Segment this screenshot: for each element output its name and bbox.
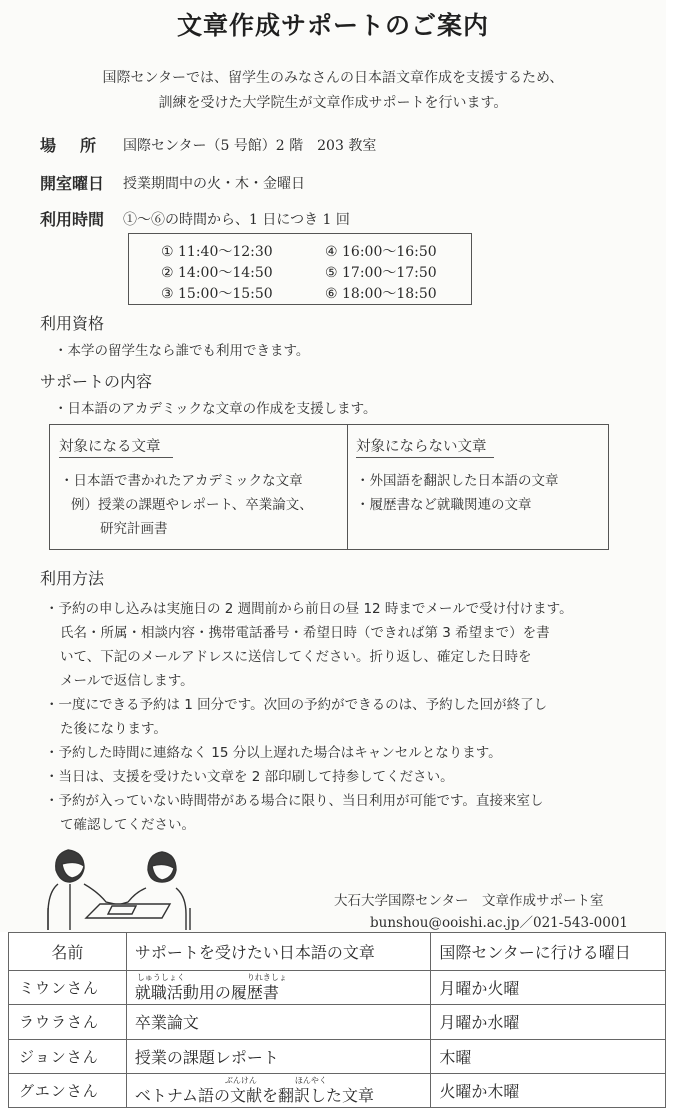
time-slot: ④ 16:00〜16:50 [325, 244, 437, 260]
table-row [9, 971, 666, 1005]
location-value: 国際センター（5 号館）2 階 203 教室 [123, 138, 377, 154]
student-days: 木曜 [431, 1039, 666, 1073]
hours-value: ①〜⑥の時間から、1 日につき 1 回 [123, 212, 350, 228]
table-row [9, 1039, 666, 1073]
usage-line: て確認してください。 [60, 817, 195, 833]
column-divider [347, 425, 348, 549]
support-heading: サポートの内容 [40, 372, 153, 391]
open-days-label: 開室曜日 [40, 174, 105, 193]
open-days-value: 授業期間中の火・木・金曜日 [123, 176, 305, 192]
covered-line: 研究計画書 [100, 521, 168, 537]
footer-office: 大石大学国際センター 文章作成サポート室 [334, 893, 604, 909]
table-row [9, 1073, 666, 1107]
furigana: りれきしょ [246, 973, 287, 983]
not-covered-line: ・外国語を翻訳した日本語の文章 [356, 473, 559, 489]
student-document: 授業の課題レポート [126, 1039, 431, 1073]
student-days: 月曜か火曜 [431, 971, 666, 1005]
not-covered-header: 対象にならない文章 [356, 439, 487, 455]
document-text: ベトナム語の文献を翻訳した文章 [134, 1085, 375, 1105]
page-title: 文章作成サポートのご案内 [176, 11, 489, 40]
header-name: 名前 [9, 933, 127, 971]
student-document: 卒業論文 [126, 1005, 431, 1039]
usage-line: た後になります。 [60, 721, 167, 737]
eligibility-heading: 利用資格 [40, 314, 105, 333]
usage-line: ・予約の申し込みは実施日の 2 週間前から前日の昼 12 時までメールで受け付けます。 [45, 601, 573, 617]
usage-line: ・一度にできる予約は 1 回分です。次回の予約ができるのは、予約した回が終了し [45, 697, 548, 713]
furigana: ほんやく [294, 1075, 327, 1085]
document-text: 就職活動用の履歴書 [134, 983, 279, 1003]
student-name: グエンさん [9, 1073, 127, 1107]
intro-line-2: 訓練を受けた大学院生が文章作成サポートを行います。 [158, 95, 508, 111]
not-covered-header-underline [356, 457, 494, 458]
usage-line: いて、下記のメールアドレスに送信してください。折り返し、確定した日時を [60, 649, 532, 665]
support-scope-table [49, 424, 609, 550]
usage-line: 氏名・所属・相談内容・携帯電話番号・希望日時（できれば第 3 希望まで）を書 [60, 625, 550, 641]
eligibility-text: ・本学の留学生なら誰でも利用できます。 [54, 343, 310, 359]
furigana: ぶんけん [224, 1075, 257, 1085]
support-text: ・日本語のアカデミックな文章の作成を支援します。 [54, 401, 377, 417]
students-table [8, 932, 666, 1108]
covered-line: 例）授業の課題やレポート、卒業論文、 [71, 497, 313, 513]
time-slot: ⑥ 18:00〜18:50 [325, 286, 437, 302]
student-name: ラウラさん [9, 1005, 127, 1039]
usage-heading: 利用方法 [40, 569, 105, 588]
furigana: しゅうしょく [136, 973, 185, 983]
usage-line: ・予約が入っていない時間帯がある場合に限り、当日利用が可能です。直接来室し [45, 793, 544, 809]
tutoring-illustration [40, 838, 210, 930]
usage-line: ・当日は、支援を受けたい文章を 2 部印刷して持参してください。 [45, 769, 454, 785]
table-header-row [9, 933, 666, 971]
not-covered-line: ・履歴書など就職関連の文章 [356, 497, 532, 513]
time-slot-box [128, 233, 472, 305]
usage-line: メールで返信します。 [60, 673, 194, 689]
covered-header: 対象になる文章 [59, 439, 161, 455]
student-name: ミウンさん [9, 971, 127, 1005]
covered-line: ・日本語で書かれたアカデミックな文章 [60, 473, 303, 489]
student-days: 月曜か水曜 [431, 1005, 666, 1039]
student-document [126, 971, 431, 1005]
location-label: 場 所 [40, 136, 101, 155]
time-slot: ⑤ 17:00〜17:50 [325, 265, 437, 281]
footer-contact: bunshou@ooishi.ac.jp／021-543-0001 [370, 915, 629, 931]
student-document [126, 1073, 431, 1107]
student-name: ジョンさん [9, 1039, 127, 1073]
covered-header-underline [59, 457, 173, 458]
student-days: 火曜か木曜 [431, 1073, 666, 1107]
time-slot: ② 14:00〜14:50 [161, 265, 273, 281]
intro-line-1: 国際センターでは、留学生のみなさんの日本語文章作成を支援するため、 [102, 70, 564, 86]
usage-line: ・予約した時間に連絡なく 15 分以上遅れた場合はキャンセルとなります。 [45, 745, 502, 761]
hours-label: 利用時間 [40, 210, 105, 229]
header-document: サポートを受けたい日本語の文章 [126, 933, 431, 971]
time-slot: ① 11:40〜12:30 [161, 244, 273, 260]
header-days: 国際センターに行ける曜日 [431, 933, 666, 971]
time-slot: ③ 15:00〜15:50 [161, 286, 273, 302]
table-row [9, 1005, 666, 1039]
